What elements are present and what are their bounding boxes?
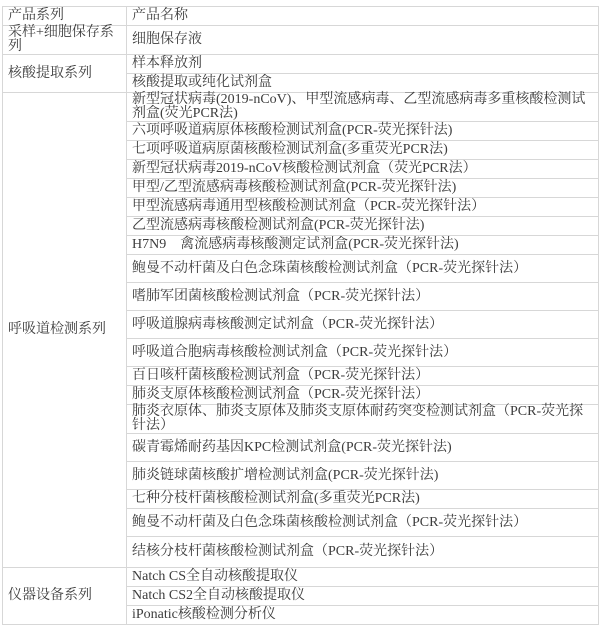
product-cell: 鲍曼不动杆菌及白色念珠菌核酸检测试剂盒（PCR-荧光探针法） <box>127 509 599 537</box>
product-cell: 甲型流感病毒通用型核酸检测试剂盒（PCR-荧光探针法） <box>127 198 599 217</box>
product-cell: 新型冠状病毒(2019-nCoV)、甲型流感病毒、乙型流感病毒多重核酸检测试剂盒(荧光PCR法) <box>127 93 599 122</box>
table-row <box>3 26 599 55</box>
table-row <box>3 93 599 122</box>
table-row <box>3 568 599 587</box>
product-cell: 嗜肺军团菌核酸检测试剂盒（PCR-荧光探针法） <box>127 283 599 311</box>
product-cell: H7N9 禽流感病毒核酸测定试剂盒(PCR-荧光探针法) <box>127 236 599 255</box>
product-cell: 七种分枝杆菌核酸检测试剂盒(多重荧光PCR法) <box>127 490 599 509</box>
product-cell: 甲型/乙型流感病毒核酸检测试剂盒(PCR-荧光探针法) <box>127 179 599 198</box>
product-cell: 碳青霉烯耐药基因KPC检测试剂盒(PCR-荧光探针法) <box>127 434 599 462</box>
series-cell: 核酸提取系列 <box>3 55 127 93</box>
product-cell: 肺炎衣原体、肺炎支原体及肺炎支原体耐药突变检测试剂盒（PCR-荧光探针法） <box>127 405 599 434</box>
product-table <box>2 6 599 625</box>
product-cell: 肺炎链球菌核酸扩增检测试剂盒(PCR-荧光探针法) <box>127 462 599 490</box>
product-cell: 鲍曼不动杆菌及白色念珠菌核酸检测试剂盒（PCR-荧光探针法） <box>127 255 599 283</box>
product-cell: iPonatic核酸检测分析仪 <box>127 606 599 625</box>
product-cell: 呼吸道合胞病毒核酸检测试剂盒（PCR-荧光探针法） <box>127 339 599 367</box>
product-cell: 七项呼吸道病原菌核酸检测试剂盒(多重荧光PCR法) <box>127 141 599 160</box>
product-cell: 百日咳杆菌核酸检测试剂盒（PCR-荧光探针法） <box>127 367 599 386</box>
table-header-row <box>3 7 599 26</box>
product-cell: 结核分枝杆菌核酸检测试剂盒（PCR-荧光探针法） <box>127 537 599 568</box>
column-header-product: 产品名称 <box>127 7 599 26</box>
table-row <box>3 55 599 74</box>
series-cell: 仪器设备系列 <box>3 568 127 625</box>
product-cell: 乙型流感病毒核酸检测试剂盒(PCR-荧光探针法) <box>127 217 599 236</box>
product-cell: 核酸提取或纯化试剂盒 <box>127 74 599 93</box>
product-cell: 六项呼吸道病原体核酸检测试剂盒(PCR-荧光探针法) <box>127 122 599 141</box>
series-cell: 采样+细胞保存系列 <box>3 26 127 55</box>
column-header-series: 产品系列 <box>3 7 127 26</box>
product-cell: Natch CS全自动核酸提取仪 <box>127 568 599 587</box>
product-cell: Natch CS2全自动核酸提取仪 <box>127 587 599 606</box>
product-cell: 肺炎支原体核酸检测试剂盒（PCR-荧光探针法） <box>127 386 599 405</box>
series-cell: 呼吸道检测系列 <box>3 93 127 568</box>
product-cell: 细胞保存液 <box>127 26 599 55</box>
product-cell: 新型冠状病毒2019-nCoV核酸检测试剂盒（荧光PCR法） <box>127 160 599 179</box>
product-cell: 呼吸道腺病毒核酸测定试剂盒（PCR-荧光探针法） <box>127 311 599 339</box>
product-cell: 样本释放剂 <box>127 55 599 74</box>
